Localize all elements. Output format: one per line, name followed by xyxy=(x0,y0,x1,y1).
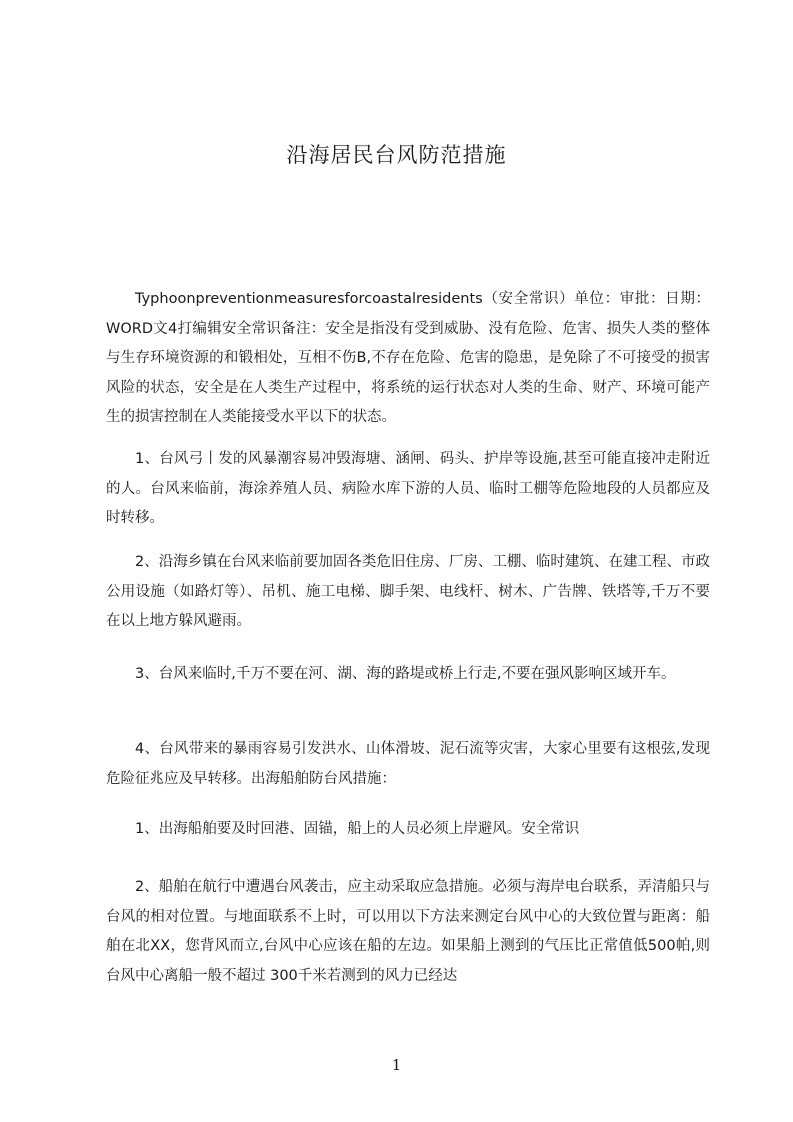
paragraph-intro: Typhoonpreventionmeasuresforcoastalresidents（安全常识）单位：审批：日期：WORD文4打编辑安全常识备注：安全是指没有受到威胁、没有危险、危害、损失人类的整体与生存环境资源的和锻相处，互相不伤B,不存在危险、危害的隐患，是免除了不可接受的损害风险的状态，安全是在人类生产过程中，将系统的运行状态对人类的生命、财产、环境可能产生的损害控制在人类能接受水平以下的状态。 xyxy=(106,291,710,425)
page-number: 1 xyxy=(391,1056,402,1074)
paragraph-item-1: 1、台风弓丨发的风暴潮容易冲毁海塘、涵闸、码头、护岸等设施,甚至可能直接冲走附近的人。台风来临前，海涂养殖人员、病险水库下游的人员、临时工棚等危险地段的人员都应及时转移。 xyxy=(106,451,710,526)
document-title: 沿海居民台风防范措施 xyxy=(286,143,507,167)
paragraph-item-4: 4、台风带来的暴雨容易引发洪水、山体滑坡、泥石流等灾害，大家心里要有这根弦,发现危险征兆应及早转移。出海船舶防台风措施： xyxy=(106,741,710,787)
paragraph-ship-item-2: 2、船舶在航行中遭遇台风袭击，应主动采取应急措施。必须与海岸电台联系，弄清船只与台风的相对位置。与地面联系不上时，可以用以下方法来测定台风中心的大致位置与距离：船舶在北XX，您背风而立,台风中心应该在船的左边。如果船上测到的气压比正常值低500帕,则台风中心离船一般不超过 300千米若测到的风力已经达 xyxy=(106,879,710,984)
paragraph-ship-item-1: 1、出海船舶要及时回港、固锚，船上的人员必须上岸避风。安全常识 xyxy=(135,821,580,837)
paragraph-item-3: 3、台风来临时,千万不要在河、湖、海的路堤或桥上行走,不要在强风影响区域开车。 xyxy=(135,666,676,682)
paragraph-item-2: 2、沿海乡镇在台风来临前要加固各类危旧住房、厂房、工棚、临时建筑、在建工程、市政公用设施（如路灯等）、吊机、施工电梯、脚手架、电线杆、树木、广告牌、铁塔等,千万不要在以上地方躲风避雨。 xyxy=(106,554,710,629)
